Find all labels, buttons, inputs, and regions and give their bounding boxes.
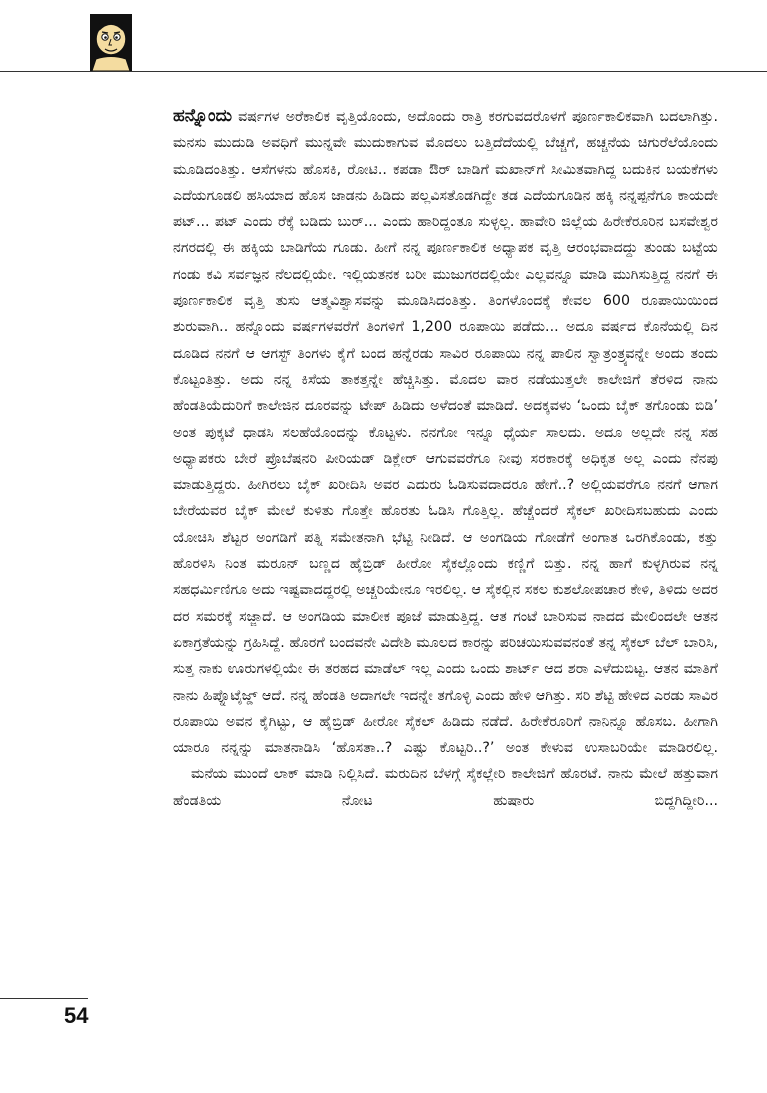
article-body [173,103,718,814]
paragraph-2: ಮನೆಯ ಮುಂದೆ ಲಾಕ್ ಮಾಡಿ ನಿಲ್ಲಿಸಿದೆ. ಮರುದಿನ ಬೆಳಗ್ಗೆ ಸೈಕಲ್ಲೇರಿ ಕಾಲೇಜಿಗೆ ಹೊರಟೆ. ನಾನು ಮೇಲೆ ಹತ್ತುವಾಗ ಹೆಂಡತಿಯ ನೋಟ ಹುಷಾರು ಬಿದ್ದಗಿದ್ದೀರಿ... [173,766,718,809]
paragraph-1-text: ವರ್ಷಗಳ ಅರೆಕಾಲಿಕ ವೃತ್ತಿಯೊಂದು, ಅದೊಂದು ರಾತ್ರಿ ಕರಗುವದರೊಳಗೆ ಪೂರ್ಣಕಾಲಿಕವಾಗಿ ಬದಲಾಗಿತ್ತು. ಮನಸು ಮುದುಡಿ ಅವಧಿಗೆ ಮುನ್ನವೇ ಮುದುಕಾಗುವ ಮೊದಲು ಬತ್ತಿದೆದೆಯಲ್ಲಿ ಬೆಚ್ಚಗೆ, ಹಚ್ಚನೆಯ ಚಿಗುರೆಲೆಯೊಂದು ಮೂಡಿದಂತಿತ್ತು. ಆಸೆಗಳನು ಹೊಸಕಿ, ರೋಟಿ.. ಕಪಡಾ ಔರ್ ಬಾಡಿಗೆ ಮಖಾನ್‌ಗೆ ಸೀಮಿತವಾಗಿದ್ದ ಬದುಕಿನ ಬಯಕೆಗಳು ಎದೆಯಗೂಡಲಿ ಹಸಿಯಾದ ಹೊಸ ಜಾಡನು ಹಿಡಿದು ಪಲ್ಲವಿಸತೊಡಗಿದ್ದೇ ತಡ ಎದೆಯಗೂಡಿನ ಹಕ್ಕಿ ನನ್ನಪ್ಪನೆಗೂ ಕಾಯದೇ ಪಟ್... ಪಟ್ ಎಂದು ರೆಕ್ಕೆ ಬಡಿದು ಬುರ್... ಎಂದು ಹಾರಿದ್ದಂತೂ ಸುಳ್ಳಲ್ಲ. ಹಾವೇರಿ ಜಿಲ್ಲೆಯ ಹಿರೇಕೆರೂರಿನ ಬಸವೇಶ್ವರ ನಗರದಲ್ಲಿ ಈ ಹಕ್ಕಿಯ ಬಾಡಿಗೆಯ ಗೂಡು. ಹೀಗೆ ನನ್ನ ಪೂರ್ಣಕಾಲಿಕ ಅಧ್ಯಾಪಕ ವೃತ್ತಿ ಆರಂಭವಾದದ್ದು ತುಂಡು ಬಟ್ಟೆಯ ಗಂಡು ಕವಿ ಸರ್ವಜ್ಞನ ನೆಲದಲ್ಲಿಯೇ. ಇಲ್ಲಿಯತನಕ ಬರೀ ಮುಜುಗರದಲ್ಲಿಯೇ ಎಲ್ಲವನ್ನೂ ಮಾಡಿ ಮುಗಿಸುತ್ತಿದ್ದ ನನಗೆ ಈ ಪೂರ್ಣಕಾಲಿಕ ವೃತ್ತಿ ತುಸು ಆತ್ಮವಿಶ್ವಾಸವನ್ನು ಮೂಡಿಸಿದಂತಿತ್ತು. ತಿಂಗಳೊಂದಕ್ಕೆ ಕೇವಲ 600 ರೂಪಾಯಿಯಿಂದ ಶುರುವಾಗಿ.. ಹನ್ನೊಂದು ವರ್ಷಗಳವರೆಗೆ ತಿಂಗಳಿಗೆ 1,200 ರೂಪಾಯಿ ಪಡೆದು... ಅದೂ ವರ್ಷದ ಕೊನೆಯಲ್ಲಿ ದಿನ ದೂಡಿದ ನನಗೆ ಆ ಆಗಸ್ಟ್ ತಿಂಗಳು ಕೈಗೆ ಬಂದ ಹನ್ನೆರಡು ಸಾವಿರ ರೂಪಾಯಿ ನನ್ನ ಪಾಲಿನ ಸ್ವಾತ್ರಂತ್ರ್ಯವನ್ನೇ ಅಂದು ತಂದು ಕೊಟ್ಟಂತಿತ್ತು. ಅದು ನನ್ನ ಕಿಸೆಯ ತಾಕತ್ತನ್ನೇ ಹೆಚ್ಚಿಸಿತ್ತು. ಮೊದಲ ವಾರ ನಡೆಯುತ್ತಲೇ ಕಾಲೇಜಿಗೆ ತೆರಳಿದ ನಾನು ಹೆಂಡತಿಯೆದುರಿಗೆ ಕಾಲೇಜಿನ ದೂರವನ್ನು ಟೇಪ್ ಹಿಡಿದು ಅಳೆದಂತೆ ಮಾಡಿದೆ. ಅದಕ್ಕವಳು ‘ಒಂದು ಬೈಕ್ ತಗೊಂಡು ಬಿಡಿ’ ಅಂತ ಪುಕ್ಕಟೆ ಧಾಡಸಿ ಸಲಹೆಯೊಂದನ್ನು ಕೊಟ್ಟಳು. ನನಗೋ ಇನ್ನೂ ಧೈರ್ಯ ಸಾಲದು. ಅದೂ ಅಲ್ಲದೇ ನನ್ನ ಸಹ ಅಧ್ಯಾಪಕರು ಬೇರೆ ಪ್ರೊಬೆಷನರಿ ಪೀರಿಯಡ್ ಡಿಕ್ಲೇರ್ ಆಗುವವರೆಗೂ ನೀವು ಸರಕಾರಕ್ಕೆ ಅಧಿಕೃತ ಅಲ್ಲ ಎಂದು ನೆನಪು ಮಾಡುತ್ತಿದ್ದರು. ಹೀಗಿರಲು ಬೈಕ್ ಖರೀದಿಸಿ ಅವರ ಎದುರು ಓಡಿಸುವದಾದರೂ ಹೇಗೆ..? ಅಲ್ಲಿಯವರೆಗೂ ನನಗೆ ಆಗಾಗ ಬೇರೆಯವರ ಬೈಕ್ ಮೇಲೆ ಕುಳಿತು ಗೊತ್ತೇ ಹೊರತು ಓಡಿಸಿ ಗೊತ್ತಿಲ್ಲ. ಹೆಚ್ಚೆಂದರೆ ಸೈಕಲ್ ಖರೀದಿಸಬಹುದು ಎಂದು ಯೋಚಿಸಿ ಶೆಟ್ಟರ ಅಂಗಡಿಗೆ ಪತ್ನಿ ಸಮೇತನಾಗಿ ಭೆಟ್ಟಿ ನೀಡಿದೆ. ಆ ಅಂಗಡಿಯ ಗೋಡೆಗೆ ಅಂಗಾತ ಒರಗಿಕೊಂಡು, ಕತ್ತು ಹೊರಳಿಸಿ ನಿಂತ ಮರೂನ್ ಬಣ್ಣದ ಹೈಬ್ರಿಡ್ ಹೀರೋ ಸೈಕಲ್ಲೊಂದು ಕಣ್ಣಿಗೆ ಬಿತ್ತು. ನನ್ನ ಹಾಗೆ ಕುಳ್ಳಗಿರುವ ನನ್ನ ಸಹಧರ್ಮಿಣಿಗೂ ಅದು ಇಷ್ಟವಾದದ್ದರಲ್ಲಿ ಅಚ್ಚರಿಯೇನೂ ಇರಲಿಲ್ಲ. ಆ ಸೈಕಲ್ಲಿನ ಸಕಲ ಕುಶಲೋಪಚಾರ ಕೇಳಿ, ತಿಳಿದು ಅದರ ದರ ಸಮರಕ್ಕೆ ಸಜ್ಜಾದೆ. ಆ ಅಂಗಡಿಯ ಮಾಲೀಕ ಪೂಜೆ ಮಾಡುತ್ತಿದ್ದ. ಆತ ಗಂಟೆ ಬಾರಿಸುವ ನಾದದ ಮೇಲಿಂದಲೇ ಆತನ ಏಕಾಗ್ರತೆಯನ್ನು ಗ್ರಹಿಸಿದ್ದೆ. ಹೊರಗೆ ಬಂದವನೇ ವಿದೇಶಿ ಮೂಲದ ಕಾರನ್ನು ಪರಿಚಯಿಸುವವನಂತೆ ತನ್ನ ಸೈಕಲ್ ಬೆಲ್ ಬಾರಿಸಿ, ಸುತ್ತ ನಾಕು ಊರುಗಳಲ್ಲಿಯೇ ಈ ತರಹದ ಮಾಡೆಲ್ ಇಲ್ಲ ಎಂದು ಒಂದು ಶಾರ್ಟ್ ಆದ ಶರಾ ಎಳೆದುಬಿಟ್ಟ. ಆತನ ಮಾತಿಗೆ ನಾನು ಹಿಪ್ನೊಟೈಜ್ಡ್ ಆದೆ. ನನ್ನ ಹೆಂಡತಿ ಅದಾಗಲೇ ಇದನ್ನೇ ತಗೊಳ್ಳಿ ಎಂದು ಹೇಳಿ ಆಗಿತ್ತು. ಸರಿ ಶೆಟ್ಟಿ ಹೇಳಿದ ಎರಡು ಸಾವಿರ ರೂಪಾಯಿ ಅವನ ಕೈಗಿಟ್ಟು, ಆ ಹೈಬ್ರಿಡ್ ಹೀರೋ ಸೈಕಲ್ ಹಿಡಿದು ನಡೆದೆ. ಹಿರೇಕೆರೂರಿಗೆ ನಾನಿನ್ನೂ ಹೊಸಬ. ಹೀಗಾಗಿ ಯಾರೂ ನನ್ನನ್ನು ಮಾತನಾಡಿಸಿ ‘ಹೊಸತಾ..? ಎಷ್ಟು ಕೊಟ್ಟರಿ..?’ ಅಂತ ಕೇಳುವ ಉಸಾಬರಿಯೇ ಮಾಡಿರಲಿಲ್ಲ. [173,109,718,757]
footer-rule [0,998,88,999]
header-logo [90,14,132,71]
paragraph-1 [173,103,718,761]
lead-word: ಹನ್ನೊಂದು [173,106,232,126]
page-number: 54 [64,1003,89,1028]
header-rule [0,71,767,72]
cartoon-face-icon [90,14,132,71]
